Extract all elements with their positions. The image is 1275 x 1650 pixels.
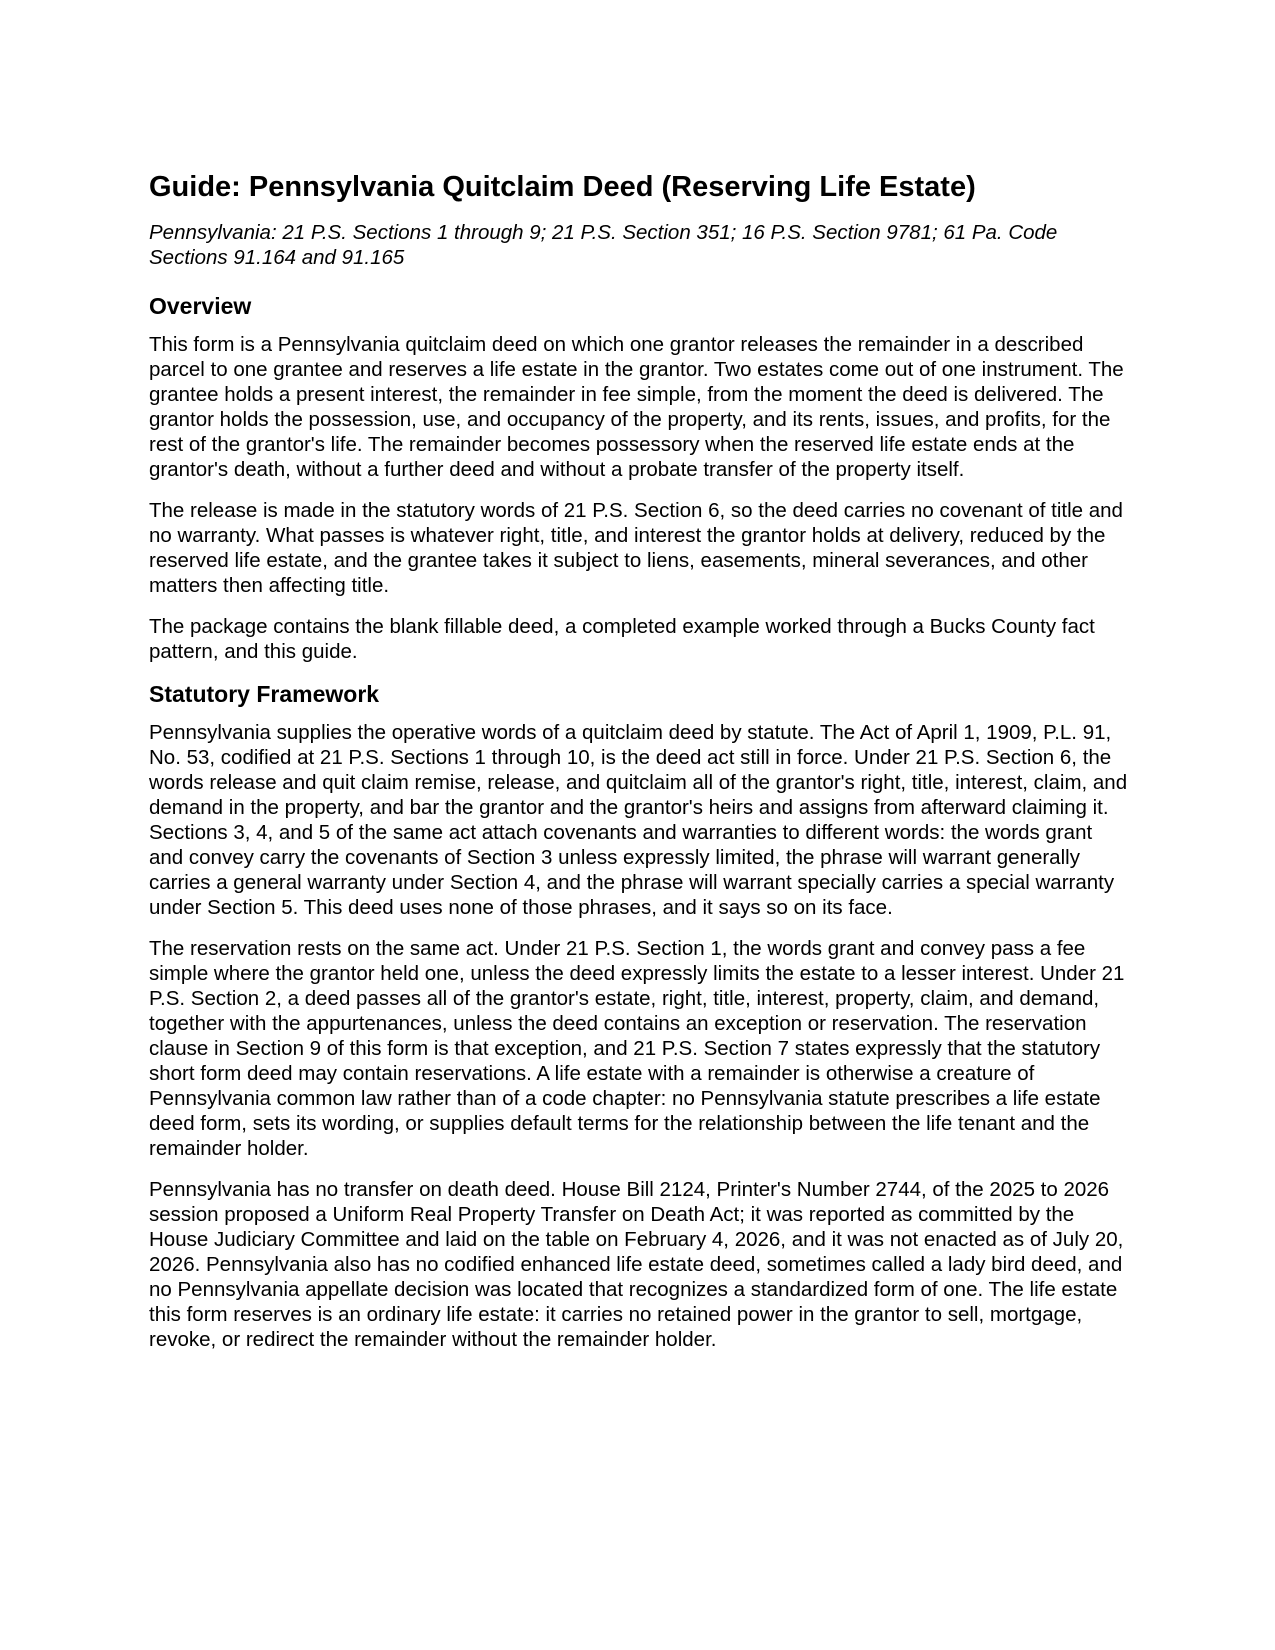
statutory-framework-heading: Statutory Framework — [149, 681, 380, 707]
framework-paragraph-3: Pennsylvania has no transfer on death deed. House Bill 2124, Printer's Number 2744, of the 2025 to 2026 session proposed a Uniform Real Property Transfer on Death Act; it was reported as committed by the House Judiciary Committee and laid on the table on February 4, 2026, and it was not enacted as of July 20, 2026. Pennsylvania also has no codified enhanced life estate deed, sometimes called a lady bird deed, and no Pennsylvania appellate decision was located that recognizes a standardized form of one. The life estate this form reserves is an ordinary life estate: it carries no retained power in the grantor to sell, mortgage, revoke, or redirect the remainder without the remainder holder. — [149, 1178, 1124, 1351]
overview-paragraph-1: This form is a Pennsylvania quitclaim deed on which one grantor releases the remainder in a described parcel to one grantee and reserves a life estate in the grantor. Two estates come out of one instrument. The grantee holds a present interest, the remainder in fee simple, from the moment the deed is delivered. The grantor holds the possession, use, and occupancy of the property, and its rents, issues, and profits, for the rest of the grantor's life. The remainder becomes possessory when the reserved life estate ends at the grantor's death, without a further deed and without a probate transfer of the property itself. — [149, 333, 1124, 481]
framework-paragraph-2: The reservation rests on the same act. Under 21 P.S. Section 1, the words grant and convey pass a fee simple where the grantor held one, unless the deed expressly limits the estate to a lesser interest. Under 21 P.S. Section 2, a deed passes all of the grantor's estate, right, title, interest, property, claim, and demand, together with the appurtenances, unless the deed contains an exception or reservation. The reservation clause in Section 9 of this form is that exception, and 21 P.S. Section 7 states expressly that the statutory short form deed may contain reservations. A life estate with a remainder is otherwise a creature of Pennsylvania common law rather than of a code chapter: no Pennsylvania statute prescribes a life estate deed form, sets its wording, or supplies default terms for the relationship between the life tenant and the remainder holder. — [149, 937, 1125, 1160]
document-page — [149, 170, 1129, 1368]
overview-paragraph-3: The package contains the blank fillable deed, a completed example worked through a Bucks County fact pattern, and this guide. — [149, 615, 1095, 663]
overview-paragraph-2: The release is made in the statutory words of 21 P.S. Section 6, so the deed carries no covenant of title and no warranty. What passes is whatever right, title, and interest the grantor holds at delivery, reduced by the reserved life estate, and the grantee takes it subject to liens, easements, mineral severances, and other matters then affecting title. — [149, 499, 1123, 597]
document-title: Guide: Pennsylvania Quitclaim Deed (Reserving Life Estate) — [149, 171, 976, 203]
statutory-citation: Pennsylvania: 21 P.S. Sections 1 through 9; 21 P.S. Section 351; 16 P.S. Section 9781; 61 Pa. Code Sections 91.164 and 91.165 — [149, 221, 1058, 269]
overview-heading: Overview — [149, 293, 252, 319]
framework-paragraph-1: Pennsylvania supplies the operative words of a quitclaim deed by statute. The Act of April 1, 1909, P.L. 91, No. 53, codified at 21 P.S. Sections 1 through 10, is the deed act still in force. Under 21 P.S. Section 6, the words release and quit claim remise, release, and quitclaim all of the grantor's right, title, interest, claim, and demand in the property, and bar the grantor and the grantor's heirs and assigns from afterward claiming it. Sections 3, 4, and 5 of the same act attach covenants and warranties to different words: the words grant and convey carry the covenants of Section 3 unless expressly limited, the phrase will warrant generally carries a general warranty under Section 4, and the phrase will warrant specially carries a special warranty under Section 5. This deed uses none of those phrases, and it says so on its face. — [149, 721, 1128, 919]
